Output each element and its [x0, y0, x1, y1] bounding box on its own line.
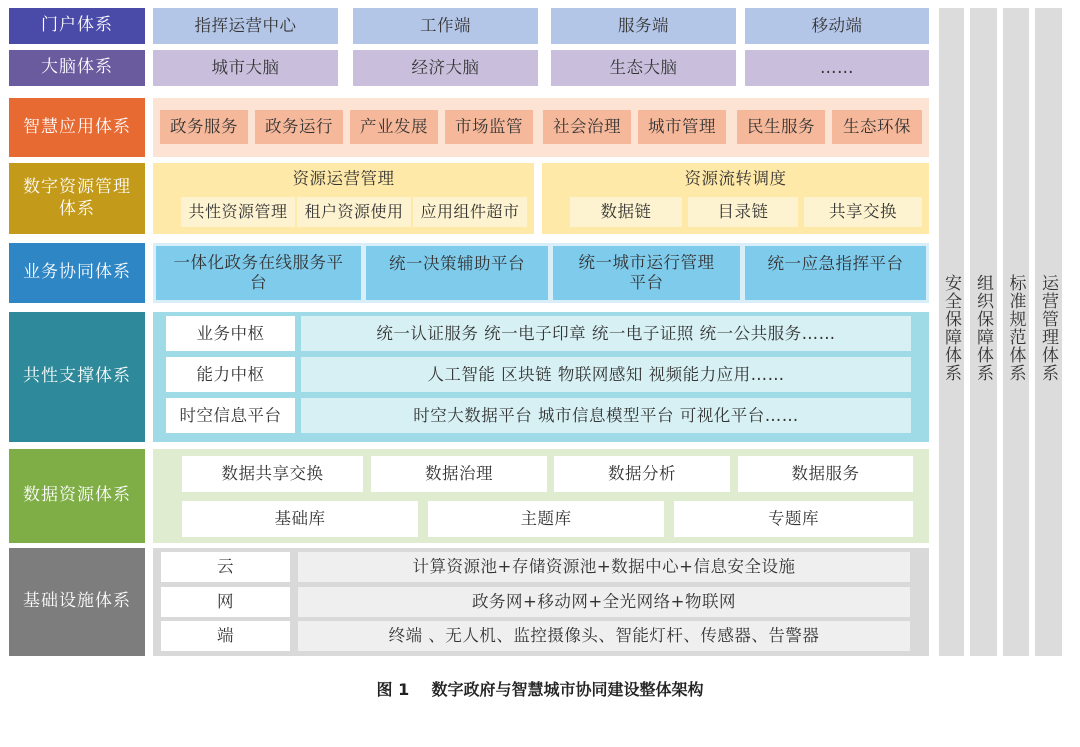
data-bottom-item: 基础库	[182, 501, 418, 537]
app-item: 生态环保	[832, 110, 922, 144]
resource-ops-item: 租户资源使用	[297, 197, 411, 227]
figure-caption: 图 1 数字政府与智慧城市协同建设整体架构	[376, 679, 704, 699]
resource-flow-title: 资源流转调度	[684, 169, 787, 189]
infra-row-content: 计算资源池+存储资源池+数据中心+信息安全设施	[298, 552, 910, 582]
portal-item: 服务端	[551, 8, 736, 44]
data-top-item: 数据服务	[738, 456, 913, 492]
resource-flow-item: 共享交换	[804, 197, 922, 227]
infra-row-name: 云	[161, 552, 290, 582]
row-label-collab: 业务协同体系	[9, 243, 145, 303]
app-item: 市场监管	[445, 110, 533, 144]
support-row-content: 人工智能 区块链 物联网感知 视频能力应用……	[301, 357, 911, 392]
app-item: 政务运行	[255, 110, 343, 144]
collab-item: 统一决策辅助平台	[366, 246, 548, 300]
resource-flow-item: 目录链	[688, 197, 798, 227]
row-label-data: 数据资源体系	[9, 449, 145, 543]
side-column-standards	[1003, 8, 1029, 656]
row-label-support: 共性支撑体系	[9, 312, 145, 442]
side-column-label: 组织保障体系	[973, 274, 993, 382]
side-column-organization	[970, 8, 997, 656]
data-top-item: 数据共享交换	[182, 456, 363, 492]
app-item: 政务服务	[160, 110, 248, 144]
resource-ops-item: 应用组件超市	[413, 197, 527, 227]
row-label-infra: 基础设施体系	[9, 548, 145, 656]
side-column-operations	[1035, 8, 1062, 656]
resource-ops-title: 资源运营管理	[292, 169, 395, 189]
app-item: 产业发展	[350, 110, 438, 144]
brain-item: ……	[745, 50, 929, 86]
data-bottom-item: 主题库	[428, 501, 664, 537]
side-column-label: 标准规范体系	[1005, 274, 1026, 382]
infra-row-name: 端	[161, 621, 290, 651]
collab-item: 一体化政务在线服务平台	[156, 246, 361, 300]
support-row-name: 能力中枢	[166, 357, 295, 392]
support-row-content: 统一认证服务 统一电子印章 统一电子证照 统一公共服务……	[301, 316, 911, 351]
row-label-brain: 大脑体系	[9, 50, 145, 86]
support-row-name: 业务中枢	[166, 316, 295, 351]
portal-item: 指挥运营中心	[153, 8, 338, 44]
row-label-digital: 数字资源管理体系	[9, 163, 145, 234]
brain-item: 生态大脑	[551, 50, 736, 86]
support-row-name: 时空信息平台	[166, 398, 295, 433]
collab-item: 统一城市运行管理平台	[553, 246, 740, 300]
portal-item: 移动端	[745, 8, 929, 44]
resource-flow-item: 数据链	[570, 197, 682, 227]
brain-item: 城市大脑	[153, 50, 338, 86]
data-top-item: 数据治理	[371, 456, 547, 492]
app-item: 民生服务	[737, 110, 825, 144]
side-column-security	[939, 8, 964, 656]
support-row-content: 时空大数据平台 城市信息模型平台 可视化平台……	[301, 398, 911, 433]
infra-row-name: 网	[161, 587, 290, 617]
app-item: 社会治理	[543, 110, 631, 144]
row-label-app: 智慧应用体系	[9, 98, 145, 157]
side-column-label: 运营管理体系	[1038, 274, 1058, 382]
collab-item: 统一应急指挥平台	[745, 246, 926, 300]
resource-ops-item: 共性资源管理	[181, 197, 295, 227]
infra-row-content: 终端 、无人机、监控摄像头、智能灯杆、传感器、告警器	[298, 621, 910, 651]
app-item: 城市管理	[638, 110, 726, 144]
data-top-item: 数据分析	[554, 456, 730, 492]
infra-row-content: 政务网+移动网+全光网络+物联网	[298, 587, 910, 617]
side-column-label: 安全保障体系	[941, 274, 961, 382]
brain-item: 经济大脑	[353, 50, 538, 86]
portal-item: 工作端	[353, 8, 538, 44]
row-label-portal: 门户体系	[9, 8, 145, 44]
data-bottom-item: 专题库	[674, 501, 913, 537]
